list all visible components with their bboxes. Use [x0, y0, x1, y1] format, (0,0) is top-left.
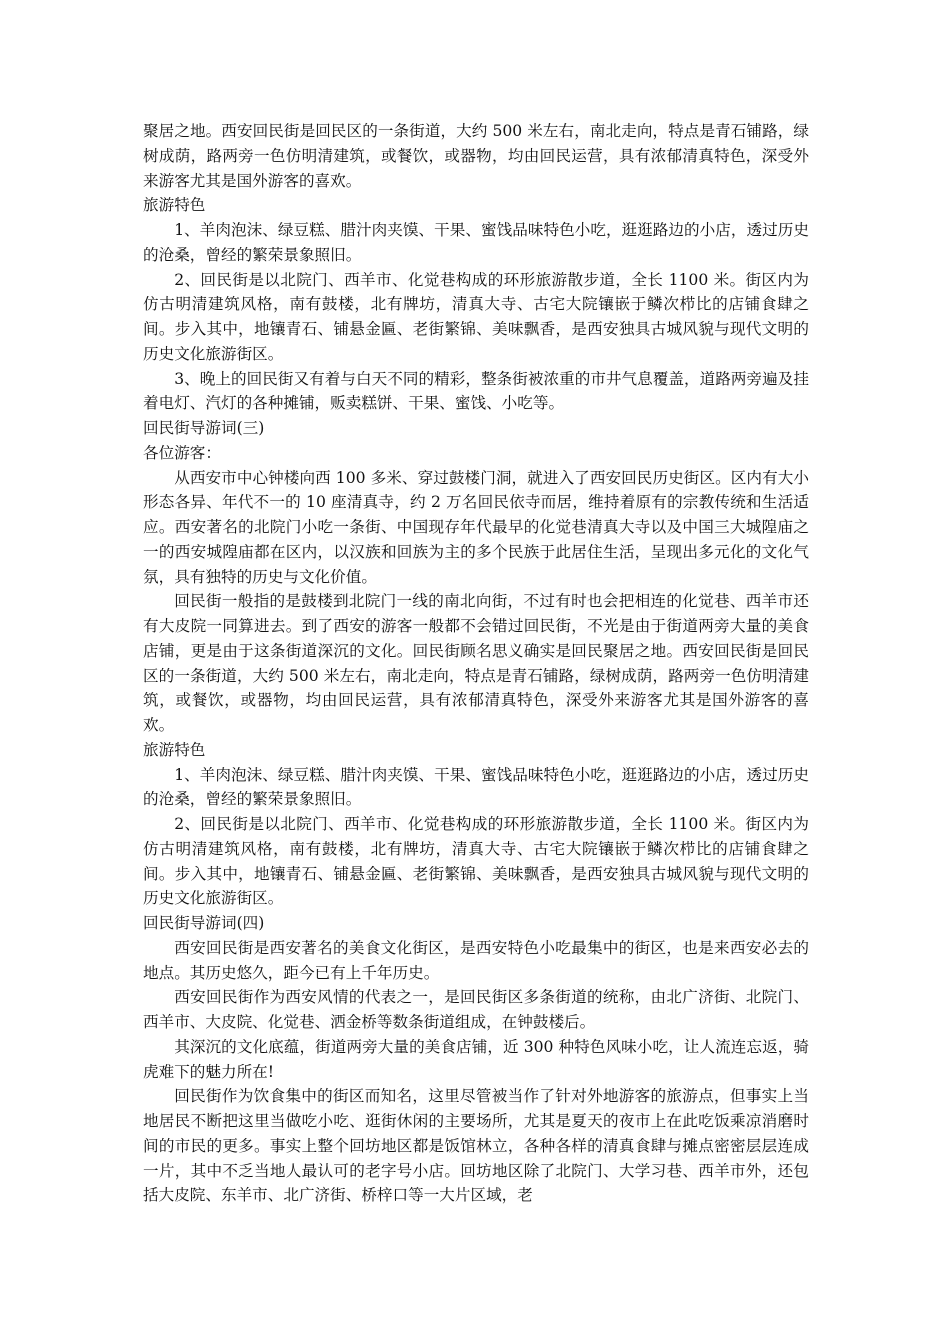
paragraph: 西安回民街作为西安风情的代表之一，是回民街区多条街道的统称，由北广济街、北院门、西羊市、大皮院、化觉巷、洒金桥等数条街道组成，在钟鼓楼后。 [143, 988, 809, 1031]
paragraph: 2、回民街是以北院门、西羊市、化觉巷构成的环形旅游散步道，全长 1100 米。街区内为仿古明清建筑风格，南有鼓楼，北有牌坊，清真大寺、古宅大院镶嵌于鳞次栉比的店铺食肆之间。步入其中，地镶青石、铺悬金匾、老街繁锦、美味飘香，是西安独具古城风貌与现代文明的历史文化旅游街区。 [143, 270, 809, 363]
paragraph: 西安回民街是西安著名的美食文化街区，是西安特色小吃最集中的街区，也是来西安必去的地点。其历史悠久，距今已有上千年历史。 [143, 938, 809, 982]
paragraph: 2、回民街是以北院门、西羊市、化觉巷构成的环形旅游散步道，全长 1100 米。街区内为仿古明清建筑风格，南有鼓楼，北有牌坊，清真大寺、古宅大院镶嵌于鳞次栉比的店铺食肆之间。步入其中，地镶青石、铺悬金匾、老街繁锦、美味飘香，是西安独具古城风貌与现代文明的历史文化旅游街区。 [143, 815, 809, 908]
paragraph: 聚居之地。西安回民街是回民区的一条街道，大约 500 米左右，南北走向，特点是青石铺路，绿树成荫，路两旁一色仿明清建筑，或餐饮，或器物，均由回民运营，具有浓郁清真特色，深受外来游客尤其是国外游客的喜欢。 [143, 122, 809, 190]
section-heading: 回民街导游词(三) [143, 419, 265, 437]
section-heading: 回民街导游词(四) [143, 914, 265, 932]
section-heading: 旅游特色 [143, 196, 206, 215]
paragraph: 其深沉的文化底蕴，街道两旁大量的美食店铺，近 300 种特色风味小吃，让人流连忘返，骑虎难下的魅力所在! [143, 1037, 809, 1081]
section-heading: 旅游特色 [143, 740, 206, 759]
paragraph: 回民街作为饮食集中的街区而知名，这里尽管被当作了针对外地游客的旅游点，但事实上当地居民不断把这里当做吃小吃、逛街休闲的主要场所，尤其是夏天的夜市上在此吃饭乘凉消磨时间的市民的更多。事实上整个回坊地区都是饭馆林立，各种各样的清真食肆与摊点密密层层连成一片，其中不乏当地人最认可的老字号小店。回坊地区除了北院门、大学习巷、西羊市外，还包括大皮院、东羊市、北广济街、桥梓口等一大片区域，老 [143, 1087, 809, 1205]
paragraph: 3、晚上的回民街又有着与白天不同的精彩，整条街被浓重的市井气息覆盖，道路两旁遍及挂着电灯、汽灯的各种摊铺，贩卖糕饼、干果、蜜饯、小吃等。 [143, 369, 809, 413]
paragraph: 从西安市中心钟楼向西 100 多米、穿过鼓楼门洞，就进入了西安回民历史街区。区内有大小形态各异、年代不一的 10 座清真寺，约 2 万名回民依寺而居，维持着原有的宗教传统和生活适应。西安著名的北院门小吃一条街、中国现存年代最早的化觉巷清真大寺以及中国三大城隍庙之一的西安城隍庙都在区内，以汉族和回族为主的多个民族于此居住生活，呈现出多元化的文化气氛，具有独特的历史与文化价值。 [143, 468, 809, 586]
document-page [143, 119, 809, 1208]
paragraph: 1、羊肉泡沫、绿豆糕、腊汁肉夹馍、干果、蜜饯品味特色小吃，逛逛路边的小店，透过历史的沧桑，曾经的繁荣景象照旧。 [143, 221, 809, 264]
paragraph: 回民街一般指的是鼓楼到北院门一线的南北向街，不过有时也会把相连的化觉巷、西羊市还有大皮院一同算进去。到了西安的游客一般都不会错过回民街，不光是由于街道两旁大量的美食店铺，更是由于这条街道深沉的文化。回民街顾名思义确实是回民聚居之地。西安回民街是回民区的一条街道，大约 500 米左右，南北走向，特点是青石铺路，绿树成荫，路两旁一色仿明清建筑，或餐饮，或器物，均由回民运营，具有浓郁清真特色，深受外来游客尤其是国外游客的喜欢。 [143, 592, 809, 734]
greeting: 各位游客： [143, 443, 221, 462]
paragraph: 1、羊肉泡沫、绿豆糕、腊汁肉夹馍、干果、蜜饯品味特色小吃，逛逛路边的小店，透过历史的沧桑，曾经的繁荣景象照旧。 [143, 765, 809, 809]
